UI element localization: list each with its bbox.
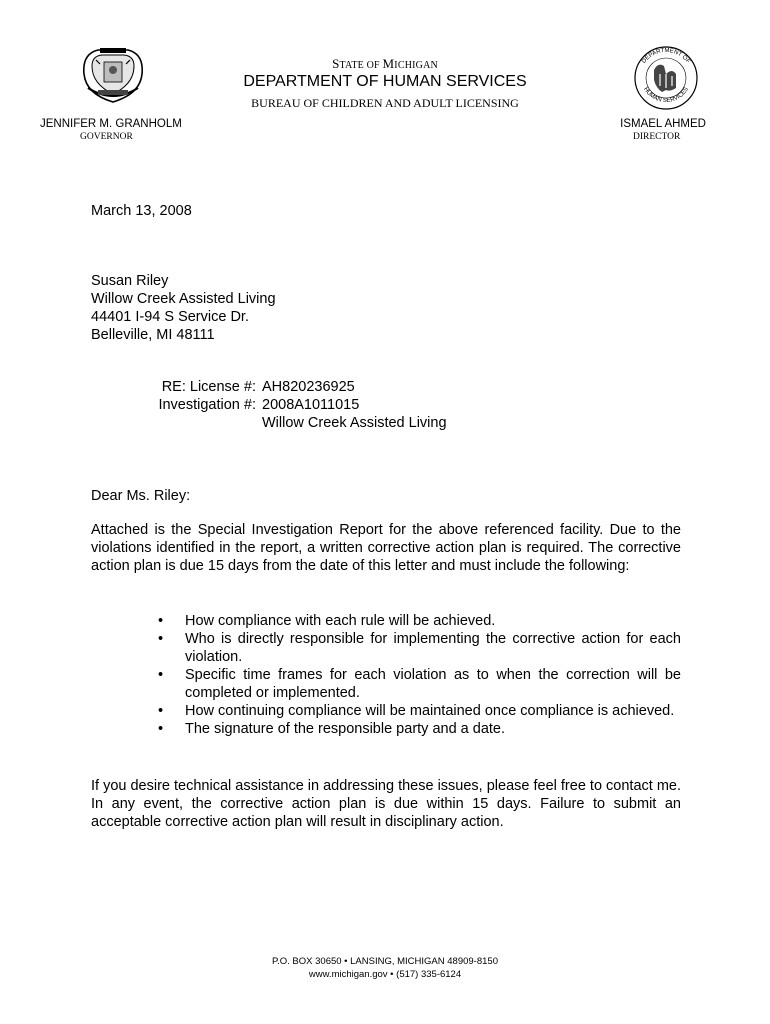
bullet-icon: • bbox=[158, 667, 164, 683]
paragraph-closing: If you desire technical assistance in addressing these issues, please feel free to contact me. In any event, the corrective action plan is due within 15 days. Failure to submit an acceptable corrective action plan will result in disciplinary action. bbox=[91, 778, 681, 830]
list-item: • How compliance with each rule will be achieved. bbox=[158, 613, 496, 629]
letter-date: March 13, 2008 bbox=[91, 203, 192, 219]
requirements-list bbox=[140, 612, 681, 738]
license-label: RE: License #: bbox=[161, 379, 256, 395]
letterhead-department: DEPARTMENT OF HUMAN SERVICES bbox=[243, 73, 527, 90]
footer-address: P.O. BOX 30650 • LANSING, MICHIGAN 48909-8150 bbox=[272, 956, 498, 967]
bullet-icon: • bbox=[158, 703, 164, 719]
governor-name: JENNIFER M. GRANHOLM bbox=[40, 118, 182, 130]
investigation-value: 2008A1011015 bbox=[262, 397, 360, 413]
list-item: • Who is directly responsible for implementing the corrective action for each violation. bbox=[158, 631, 681, 665]
list-item: • How continuing compliance will be maintained once compliance is achieved. bbox=[158, 703, 675, 719]
svg-text:DEPARTMENT OF: DEPARTMENT OF bbox=[641, 47, 691, 65]
recipient-facility: Willow Creek Assisted Living bbox=[91, 291, 276, 307]
recipient-name: Susan Riley bbox=[91, 273, 169, 289]
facility-name: Willow Creek Assisted Living bbox=[262, 415, 447, 431]
paragraph-intro: Attached is the Special Investigation Report for the above referenced facility. Due to the violations identified in the report, a written corrective action plan is required. The corrective action plan is due 15 days from the date of this letter and must include the following: bbox=[91, 522, 681, 574]
bullet-icon: • bbox=[158, 631, 164, 647]
bullet-icon: • bbox=[158, 721, 164, 737]
recipient-city: Belleville, MI 48111 bbox=[91, 327, 215, 343]
reference-block bbox=[140, 378, 447, 432]
recipient-address bbox=[91, 272, 276, 344]
letterhead-state: STATE OF MICHIGAN bbox=[332, 56, 438, 71]
list-item: • The signature of the responsible party and a date. bbox=[158, 721, 506, 737]
director-name: ISMAEL AHMED bbox=[620, 118, 706, 130]
recipient-street: 44401 I-94 S Service Dr. bbox=[91, 309, 249, 325]
investigation-label: Investigation #: bbox=[158, 397, 256, 413]
director-title: DIRECTOR bbox=[633, 132, 681, 142]
letterhead-bureau: BUREAU OF CHILDREN AND ADULT LICENSING bbox=[251, 96, 519, 110]
salutation: Dear Ms. Riley: bbox=[91, 488, 191, 504]
bullet-icon: • bbox=[158, 613, 164, 629]
footer-contact: www.michigan.gov • (517) 335-6124 bbox=[308, 969, 462, 980]
svg-text:HUMAN SERVICES: HUMAN SERVICES bbox=[642, 86, 690, 105]
governor-title: GOVERNOR bbox=[80, 132, 133, 142]
license-value: AH820236925 bbox=[262, 379, 355, 395]
list-item: • Specific time frames for each violation as to when the correction will be completed or implemented. bbox=[158, 667, 681, 701]
